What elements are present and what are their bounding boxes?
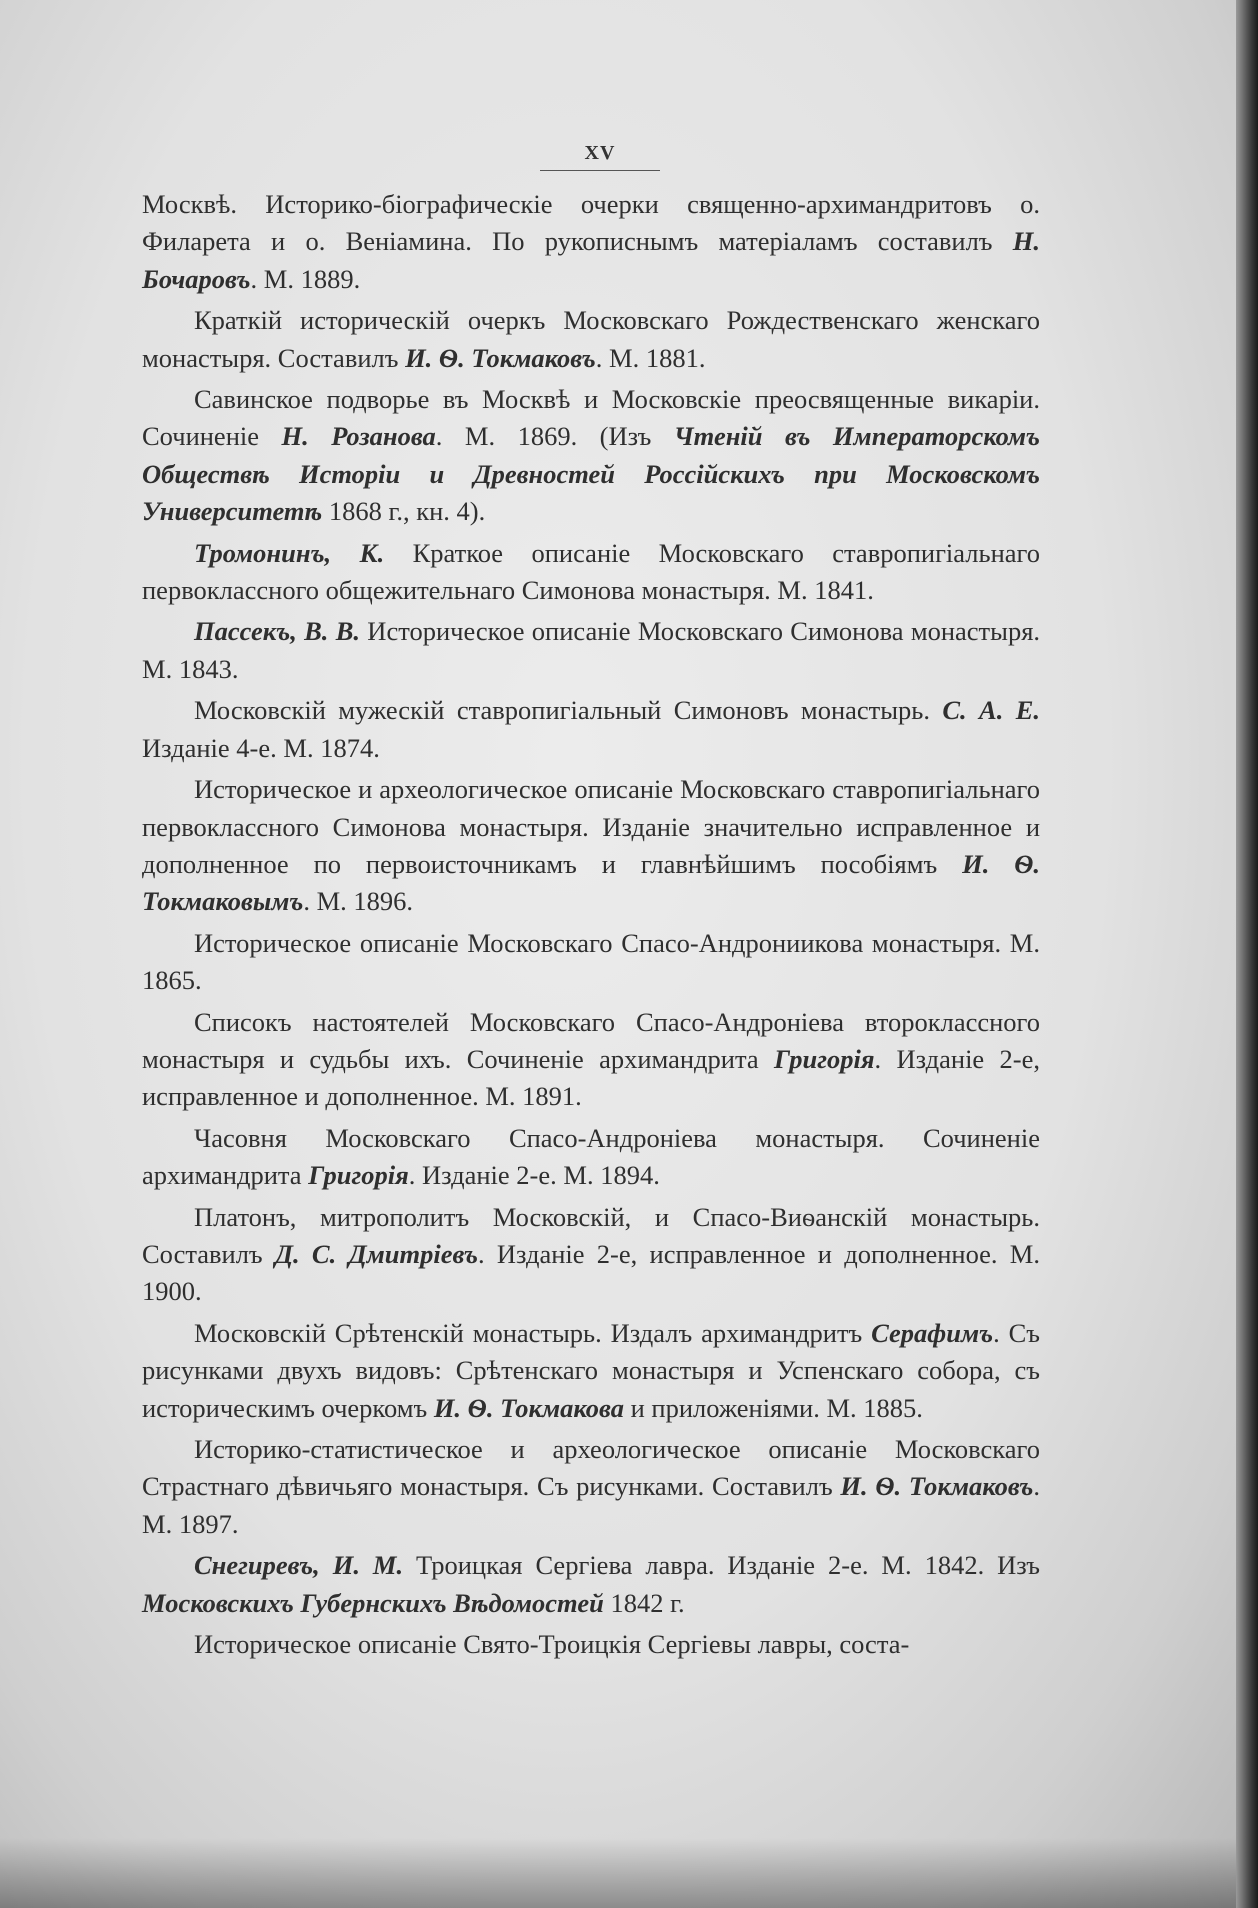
- bibliography-entry: Москвѣ. Историко-біографическіе очерки священно-архимандритовъ о. Филарета и о. Веніамина. По рукописнымъ матеріаламъ составилъ Н. Бочаровъ. М. 1889.: [142, 189, 1040, 294]
- bibliography-entry: Историческое и археологическое описаніе Московскаго ставропигіальнаго первоклассного Симонова монастыря. Изданіе значительно исправленное и дополненное по первоисточникамъ и главнѣйшимъ пособіямъ И. Ѳ. Токмаковымъ. М. 1896.: [142, 774, 1040, 917]
- page-edge: [1236, 0, 1258, 1908]
- bibliography-entry: Тромонинъ, К. Краткое описаніе Московскаго ставропигіальнаго первоклассного общежительнаго Симонова монастыря. М. 1841.: [142, 537, 1041, 606]
- bibliography-entry: Московскій мужескій ставропигіальный Симоновъ монастырь. С. А. Е. Изданіе 4-е. М. 1874.: [142, 695, 1040, 763]
- bibliography-text: [142, 186, 1040, 1667]
- bibliography-entry: Историческое описаніе Свято-Троицкія Сергіевы лавры, соста-: [194, 1629, 910, 1660]
- bibliography-entry: Московскій Срѣтенскій монастырь. Издалъ архимандритъ Серафимъ. Съ рисунками двухъ видовъ: Срѣтенскаго монастыря и Успенскаго собора, съ историческимъ очеркомъ И. Ѳ. Токмакова и приложеніями. М. 1885.: [142, 1317, 1040, 1423]
- bibliography-entry: Снегиревъ, И. М. Троицкая Сергіева лавра. Изданіе 2-е. М. 1842. Изъ Московскихъ Губернскихъ Вѣдомостей 1842 г.: [142, 1550, 1040, 1618]
- header-rule: [540, 170, 660, 171]
- page-number: XV: [584, 142, 616, 164]
- page-shadow: [0, 1838, 1258, 1908]
- bibliography-entry: Савинское подворье въ Москвѣ и Московскіе преосвященные викаріи. Сочиненіе Н. Розанова. М. 1869. (Изъ Чтеній въ Императорскомъ Обществѣ Исторіи и Древностей Россійскихъ при Московскомъ Университетѣ 1868 г., кн. 4).: [142, 384, 1041, 527]
- bibliography-entry: Часовня Московскаго Спасо-Андроніева монастыря. Сочиненіе архимандрита Григорія. Изданіе 2-е. М. 1894.: [142, 1122, 1040, 1191]
- bibliography-entry: Платонъ, митрополитъ Московскій, и Спасо-Виѳанскій монастырь. Составилъ Д. С. Дмитріевъ. Изданіе 2-е, исправленное и дополненное. М. 1900.: [142, 1201, 1040, 1307]
- bibliography-entry: Краткій историческій очеркъ Московскаго Рождественскаго женскаго монастыря. Составилъ И. Ѳ. Токмаковъ. М. 1881.: [142, 305, 1040, 373]
- bibliography-entry: Историческое описаніе Московскаго Спасо-Андрониикова монастыря. М. 1865.: [142, 927, 1040, 996]
- bibliography-entry: Историко-статистическое и археологическое описаніе Московскаго Страстнаго дѣвичьяго монастыря. Съ рисунками. Составилъ И. Ѳ. Токмаковъ. М. 1897.: [142, 1434, 1040, 1539]
- bibliography-entry: Списокъ настоятелей Московскаго Спасо-Андроніева второклассного монастыря и судьбы ихъ. Сочиненіе архимандрита Григорія. Изданіе 2-е, исправленное и дополненное. М. 1891.: [142, 1006, 1041, 1112]
- bibliography-entry: Пассекъ, В. В. Историческое описаніе Московскаго Симонова монастыря. М. 1843.: [142, 616, 1041, 684]
